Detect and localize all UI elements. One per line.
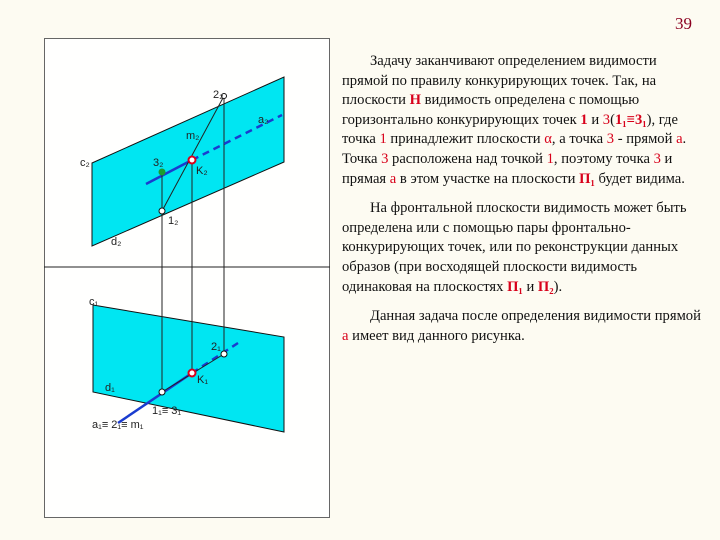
paragraph-3: Данная задача после определения видимости прямой a имеет вид данного рисунка. [342, 308, 701, 344]
label-c-2: c₂ [80, 157, 90, 169]
plane-lower [93, 305, 284, 432]
point-k-1 [189, 370, 196, 377]
label-c-1: c₁ [89, 296, 99, 308]
point-k-2 [189, 157, 196, 164]
point-2-1 [221, 351, 227, 357]
label-d-2: d₂ [111, 236, 122, 248]
label-a-2-m: a₁≡ 2₁≡ m₁ [92, 419, 144, 431]
point-1-1 [159, 389, 165, 395]
point-1-2 [159, 208, 165, 214]
page-number: 39 [675, 14, 692, 33]
label-2-2: 2₂ [213, 89, 224, 101]
explanation-text [342, 52, 702, 356]
point-3-2 [159, 169, 166, 176]
label-3-2: 3₂ [153, 157, 164, 169]
label-1-2: 1₂ [168, 215, 179, 227]
label-1-3: 1₁≡ 3₁ [152, 405, 182, 417]
paragraph-2: На фронтальной плоскости видимость может быть определена или с помощью пары фронтально-конкурирующих точек, или по реконструкции данных образов (при восходящей плоскости видимость одинаковая на плоскостях П₁ и П₂). [342, 200, 687, 295]
paragraph-1: Задачу заканчивают определением видимости прямой по правилу конкурирующих точек. Так, на плоскости H видимость определена с помощью горизонтально конкурирующих точек 1 и 3(1₁≡3₁), где точка 1 принадлежит плоскости α, а точка 3 - прямой a. Точка 3 расположена над точкой 1, поэтому точка 3 и прямая a в этом участке на плоскости П₁ будет видима. [342, 53, 687, 187]
label-d-1: d₁ [105, 382, 115, 394]
label-a-2: a₂ [258, 114, 269, 126]
label-k-1: K₁ [197, 374, 209, 386]
label-k-2: K₂ [196, 165, 208, 177]
label-2-1: 2₁ [211, 341, 221, 353]
label-m-2: m₂ [186, 130, 200, 142]
